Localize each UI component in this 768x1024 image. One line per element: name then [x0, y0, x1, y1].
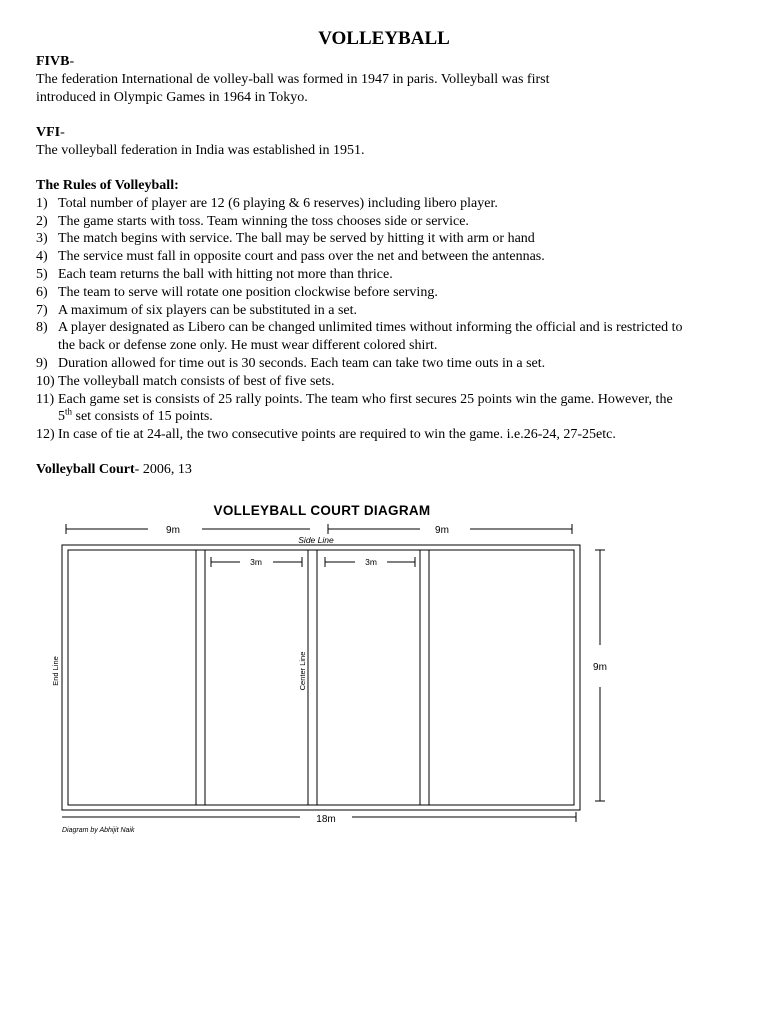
- rule-number: 1): [36, 195, 48, 211]
- rule-text: Each team returns the ball with hitting not more than thrice.: [58, 266, 393, 282]
- court-inner-border: [68, 550, 574, 805]
- fivb-heading: FIVB: [36, 54, 70, 69]
- fivb-line-1: The federation International de volley-ball was formed in 1947 in paris. Volleyball was first: [36, 71, 550, 87]
- rule-item: [36, 302, 736, 320]
- rule-text: The match begins with service. The ball may be served by hitting it with arm or hand: [58, 231, 535, 247]
- rule-text: The team to serve will rotate one position clockwise before serving.: [58, 284, 438, 300]
- rule-item: [36, 266, 736, 284]
- rule-text-continued: 5: [58, 409, 65, 425]
- rule-number: 4): [36, 249, 48, 265]
- court-heading: Volleyball Court: [36, 462, 135, 477]
- rule-number: 5): [36, 266, 48, 282]
- volleyball-court-diagram: [30, 495, 630, 840]
- top-right-dimension: 9m: [435, 525, 449, 536]
- rule-item: [36, 248, 736, 266]
- court-dash: -: [134, 462, 140, 477]
- rule-number: 12): [36, 427, 55, 443]
- vfi-line-1: The volleyball federation in India was established in 1951.: [36, 142, 365, 158]
- rule-item: [36, 319, 736, 355]
- rule-number: 3): [36, 231, 48, 247]
- rule-text: The volleyball match consists of best of five sets.: [58, 373, 335, 389]
- rule-item: [36, 373, 736, 391]
- top-left-dimension: 9m: [166, 525, 180, 536]
- side-line-label: Side Line: [298, 535, 334, 545]
- rule-item: [36, 355, 736, 373]
- top-dimension-lines: [66, 524, 572, 534]
- rules-section: [36, 177, 736, 444]
- vfi-section: [36, 124, 736, 160]
- rule-item: [36, 195, 736, 213]
- vfi-heading: VFI: [36, 125, 61, 140]
- court-outer-border: [62, 545, 580, 810]
- rule-text: Total number of player are 12 (6 playing & 6 reserves) including libero player.: [58, 195, 498, 211]
- bottom-dimension: 18m: [316, 814, 336, 825]
- rule-item: [36, 284, 736, 302]
- rule-number: 7): [36, 302, 48, 318]
- rule-text: A player designated as Libero can be changed unlimited times without informing the official and is restricted to: [58, 320, 683, 336]
- fivb-section: [36, 53, 736, 106]
- rule-text: Each game set is consists of 25 rally points. The team who first secures 25 points win the game. However, the: [58, 391, 673, 407]
- rule-text: The game starts with toss. Team winning the toss chooses side or service.: [58, 213, 469, 229]
- rule-text-continued: the back or defense zone only. He must wear different colored shirt.: [58, 338, 438, 354]
- rule-text: In case of tie at 24-all, the two consecutive points are required to win the game. i.e.26-24, 27-25etc.: [58, 427, 616, 443]
- rule-number: 10): [36, 373, 55, 389]
- court-years: 2006, 13: [142, 462, 192, 477]
- attack-zone-right-label: 3m: [365, 557, 377, 567]
- rules-heading: The Rules of Volleyball:: [36, 178, 179, 193]
- end-line-label: End Line: [51, 656, 60, 686]
- attack-zone-left-label: 3m: [250, 557, 262, 567]
- fivb-dash: -: [69, 54, 75, 69]
- right-dimension-lines: [595, 550, 605, 801]
- page-title: VOLLEYBALL: [318, 28, 450, 49]
- rules-list: [36, 195, 736, 444]
- diagram-credit: Diagram by Abhijit Naik: [62, 827, 135, 834]
- attack-zone-dimension-lines: [211, 557, 415, 567]
- rule-item: [36, 391, 736, 427]
- right-dimension: 9m: [593, 662, 607, 673]
- ordinal-suffix: th: [65, 406, 73, 417]
- rule-text: A maximum of six players can be substituted in a set.: [58, 302, 358, 318]
- rule-item: [36, 213, 736, 231]
- rule-number: 9): [36, 355, 48, 371]
- rule-number: 11): [36, 391, 55, 407]
- diagram-title: VOLLEYBALL COURT DIAGRAM: [213, 503, 431, 518]
- rule-item: [36, 426, 736, 444]
- rule-text: Duration allowed for time out is 30 seconds. Each team can take two time outs in a set.: [58, 355, 546, 371]
- rule-number: 8): [36, 320, 48, 336]
- rule-text: The service must fall in opposite court and pass over the net and between the antennas.: [58, 249, 545, 265]
- court-lines: [196, 550, 429, 805]
- rule-item: [36, 230, 736, 248]
- court-section: [36, 461, 736, 479]
- center-line-label: Center Line: [298, 651, 307, 691]
- vfi-dash: -: [60, 125, 65, 140]
- rule-number: 2): [36, 213, 48, 229]
- fivb-line-2: introduced in Olympic Games in 1964 in Tokyo.: [36, 89, 308, 105]
- rule-text-continued: set consists of 15 points.: [72, 409, 213, 425]
- rule-number: 6): [36, 284, 48, 300]
